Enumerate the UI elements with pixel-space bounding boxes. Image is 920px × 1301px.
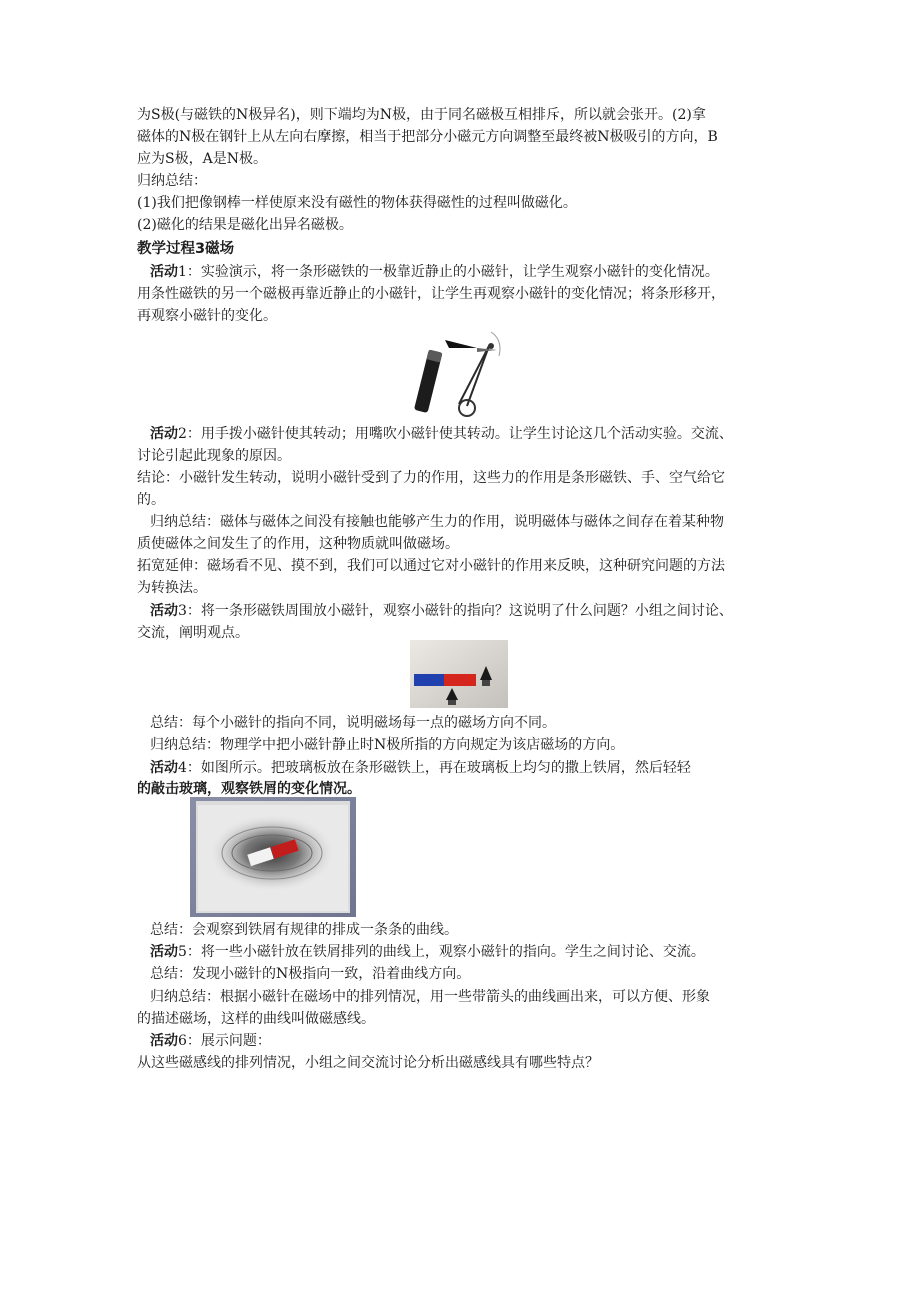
activity-text: 6：展示问题： <box>178 1033 271 1049</box>
activity-label: 活动 <box>150 1033 178 1049</box>
activity-label: 活动 <box>150 944 178 960</box>
text-line: 归纳总结： <box>137 173 207 189</box>
text-line: 归纳总结：根据小磁针在磁场中的排列情况，用一些带箭头的曲线画出来，可以方便、形象 <box>150 989 710 1005</box>
activity-label: 活动 <box>150 760 178 776</box>
activity-text: 5：将一些小磁针放在铁屑排列的曲线上，观察小磁针的指向。学生之间讨论、交流。 <box>178 944 705 960</box>
text-line: (1)我们把像钢棒一样使原来没有磁性的物体获得磁性的过程叫做磁化。 <box>137 195 577 211</box>
text-line: 总结：每个小磁针的指向不同，说明磁场每一点的磁场方向不同。 <box>150 715 556 731</box>
activity-text: 1：实验演示，将一条形磁铁的一极靠近静止的小磁针，让学生观察小磁针的变化情况。 <box>178 264 719 280</box>
bar-magnet-compass-figure <box>410 640 508 708</box>
text-line: 归纳总结：物理学中把小磁针静止时N极所指的方向规定为该店磁场的方向。 <box>150 737 625 753</box>
text-line: 再观察小磁针的变化。 <box>137 308 277 324</box>
text-line: 总结：会观察到铁屑有规律的排成一条条的曲线。 <box>150 922 458 938</box>
activity-5 <box>150 942 705 962</box>
activity-4 <box>150 758 691 778</box>
section-heading: 教学过程3磁场 <box>137 241 235 257</box>
activity-6 <box>150 1031 271 1051</box>
text-line: 讨论引起此现象的原因。 <box>137 448 291 464</box>
text-line: 结论：小磁针发生转动，说明小磁针受到了力的作用，这些力的作用是条形磁铁、手、空气给它 <box>137 470 725 486</box>
activity-text: 2：用手拨小磁针使其转动；用嘴吹小磁针使其转动。让学生讨论这几个活动实验。交流、 <box>178 426 733 442</box>
text-line: 归纳总结：磁体与磁体之间没有接触也能够产生力的作用，说明磁体与磁体之间存在着某种物 <box>150 514 724 530</box>
text-line: 的敲击玻璃，观察铁屑的变化情况。 <box>137 781 361 797</box>
text-line: 为S极(与磁铁的N极异名)，则下端均为N极，由于同名磁极互相排斥，所以就会张开。(2)拿 <box>137 107 706 123</box>
text-line: 质使磁体之间发生了的作用，这种物质就叫做磁场。 <box>137 536 459 552</box>
activity-1 <box>150 262 719 282</box>
text-line: 拓宽延伸：磁场看不见、摸不到，我们可以通过它对小磁针的作用来反映，这种研究问题的方法 <box>137 558 725 574</box>
text-line: 为转换法。 <box>137 580 207 596</box>
text-line: 总结：发现小磁针的N极指向一致，沿着曲线方向。 <box>150 966 471 982</box>
magnet-needle-figure <box>405 322 505 418</box>
activity-label: 活动 <box>150 603 178 619</box>
text-line: 应为S极，A是N极。 <box>137 151 267 167</box>
activity-3 <box>150 601 733 621</box>
text-line: 从这些磁感线的排列情况，小组之间交流讨论分析出磁感线具有哪些特点？ <box>137 1055 599 1071</box>
text-line: 的。 <box>137 492 165 508</box>
activity-text: 3：将一条形磁铁周围放小磁针，观察小磁针的指向？这说明了什么问题？小组之间讨论、 <box>178 603 733 619</box>
text-line: 用条性磁铁的另一个磁极再靠近静止的小磁针，让学生再观察小磁针的变化情况；将条形移开， <box>137 286 725 302</box>
activity-2 <box>150 424 733 444</box>
text-line: 的描述磁场，这样的曲线叫做磁感线。 <box>137 1011 375 1027</box>
activity-label: 活动 <box>150 426 178 442</box>
activity-text: 4：如图所示。把玻璃板放在条形磁铁上，再在玻璃板上均匀的撒上铁屑，然后轻轻 <box>178 760 691 776</box>
text-line: (2)磁化的结果是磁化出异名磁极。 <box>137 217 353 233</box>
text-line: 磁体的N极在钢针上从左向右摩擦，相当于把部分小磁元方向调整至最终被N极吸引的方向，B <box>137 129 718 145</box>
iron-filings-figure <box>190 797 356 917</box>
activity-label: 活动 <box>150 264 178 280</box>
text-line: 交流，阐明观点。 <box>137 625 249 641</box>
